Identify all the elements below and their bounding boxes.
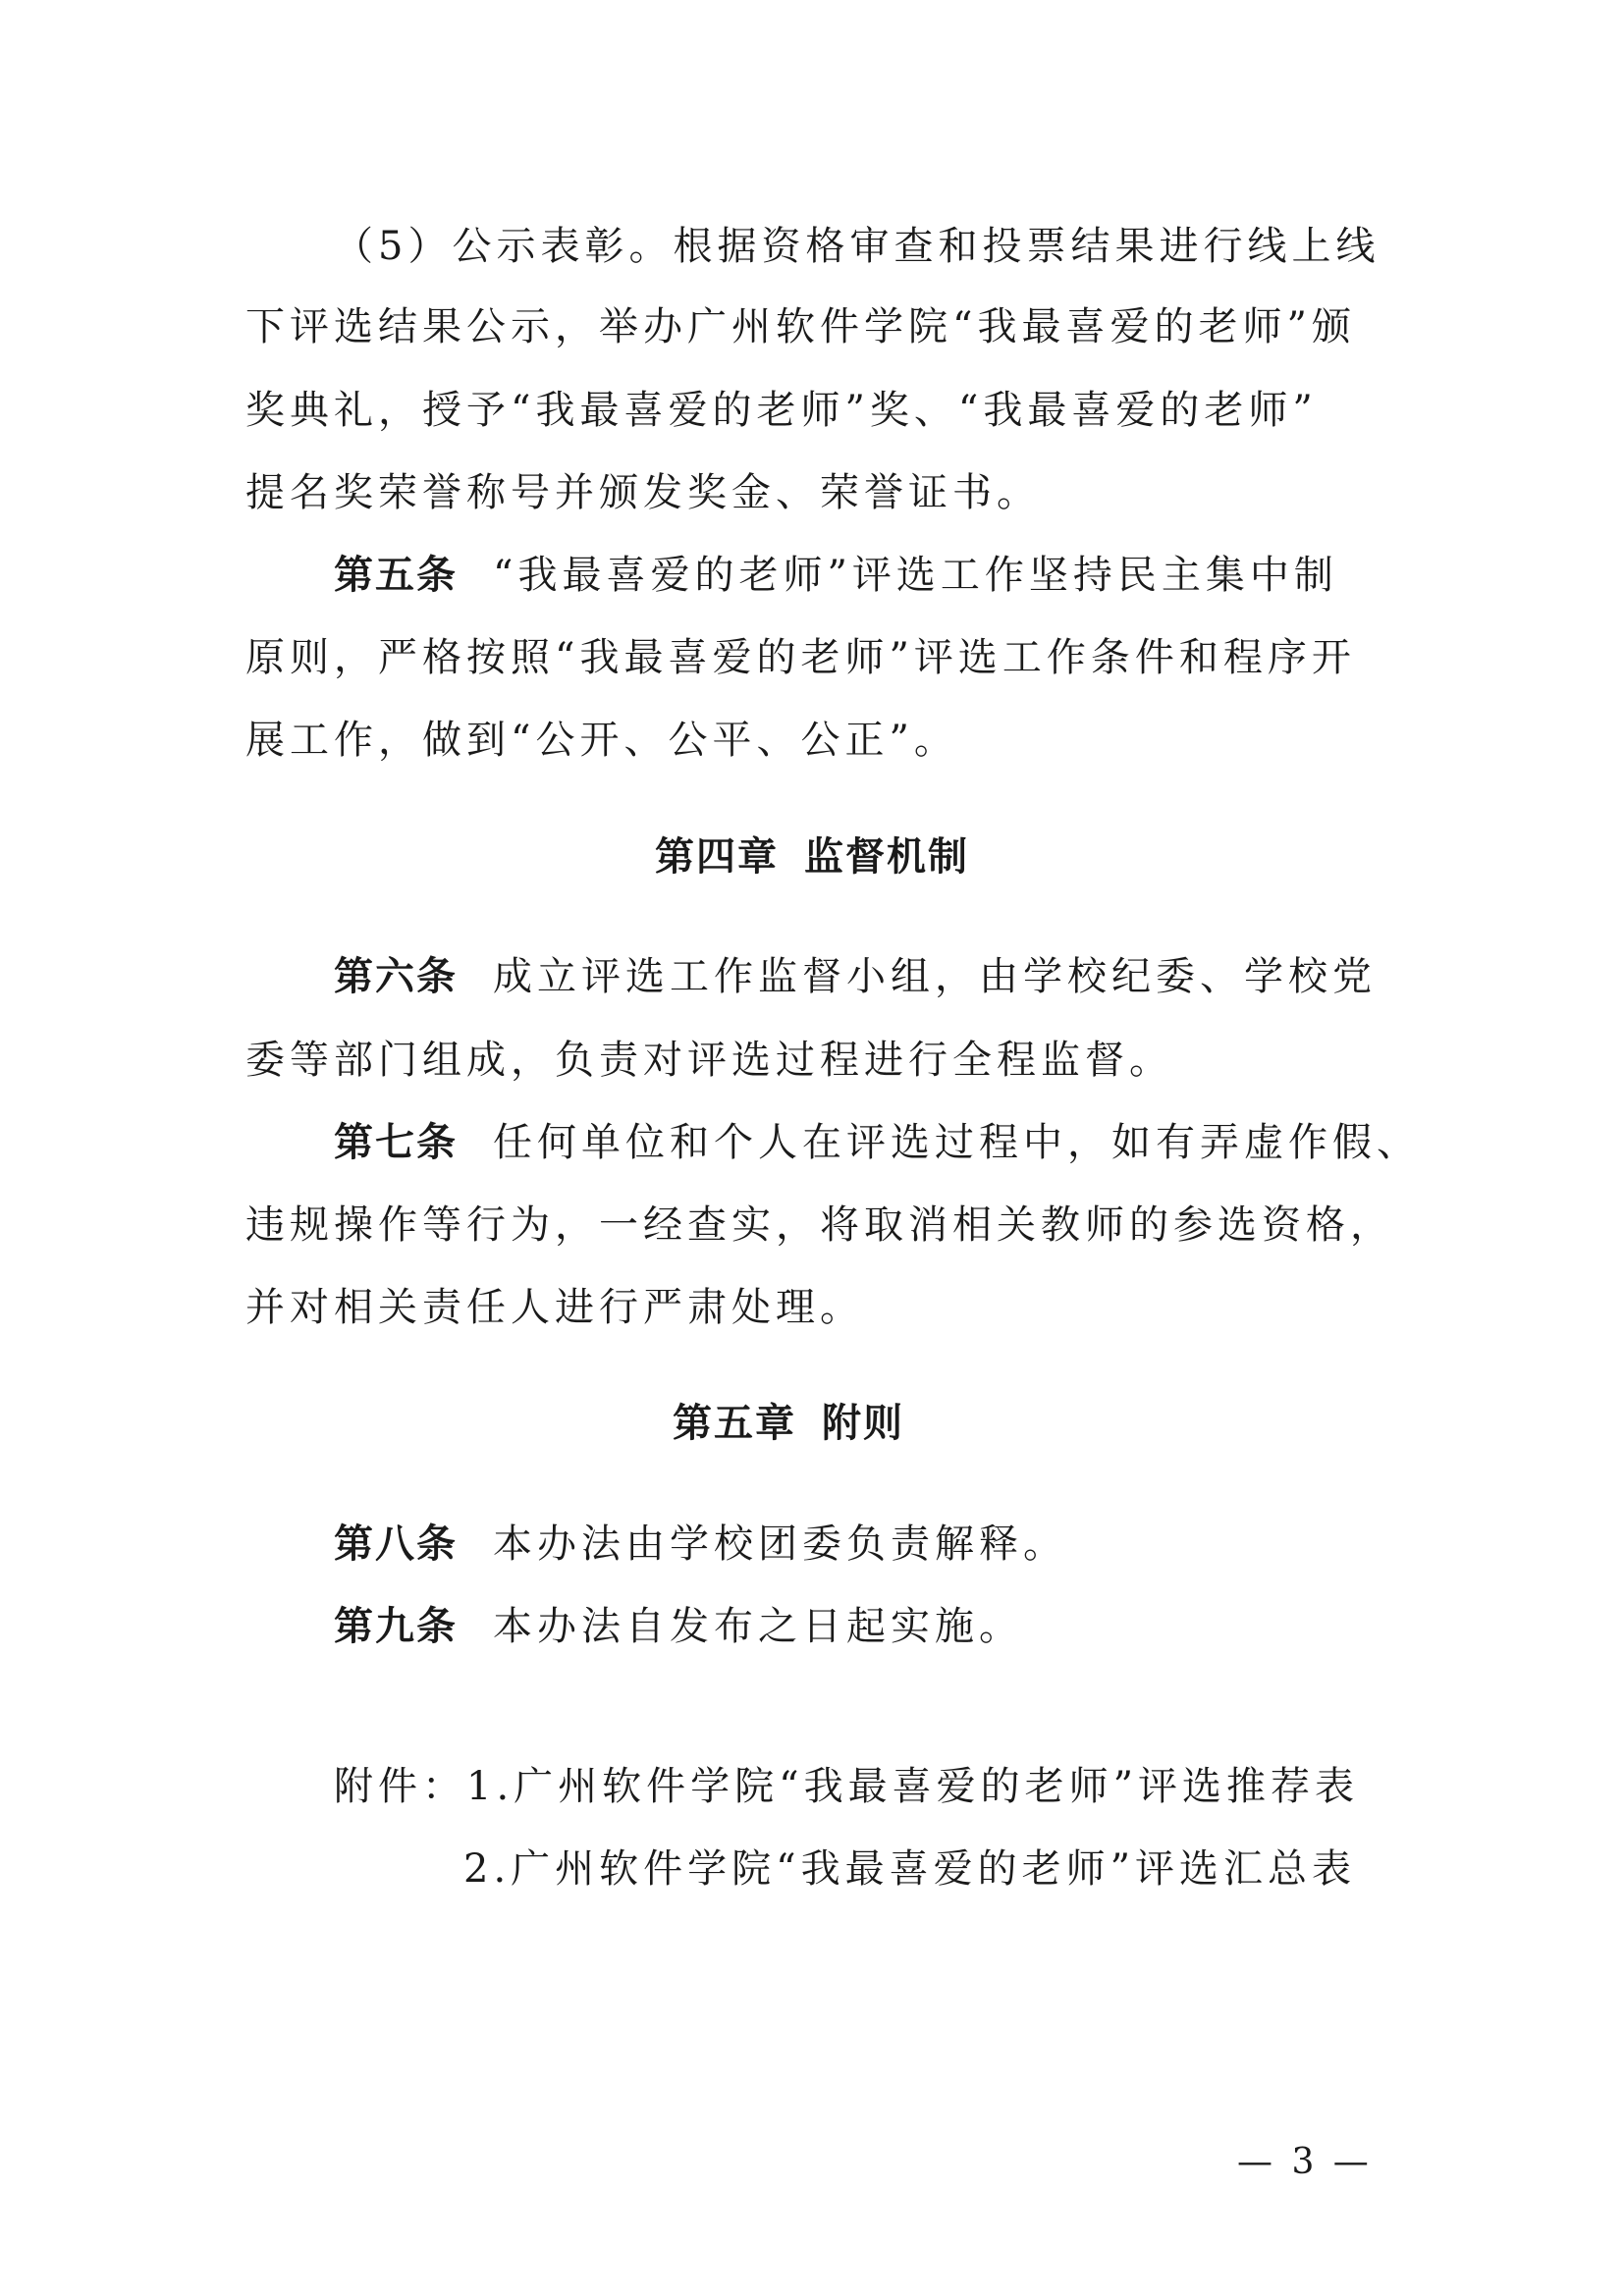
article-9-label: 第九条	[334, 1604, 458, 1649]
attachments-line-2: 2.广州软件学院“我最喜爱的老师”评选汇总表	[463, 1846, 1357, 1892]
article-5-line-3: 展工作，做到“公开、公平、公正”。	[245, 718, 958, 763]
chapter-5-number: 第五章	[673, 1401, 796, 1446]
chapter-4-number: 第四章	[655, 834, 779, 880]
paragraph-5-line-3: 奖典礼，授予“我最喜爱的老师”奖、“我最喜爱的老师”	[245, 388, 1318, 433]
article-5-text: “我最喜爱的老师”评选工作坚持民主集中制	[493, 553, 1338, 598]
article-6-line-2: 委等部门组成，负责对评选过程进行全程监督。	[245, 1038, 1173, 1083]
chapter-5-title: 附则	[822, 1401, 904, 1446]
paragraph-5-line-1: （5）公示表彰。根据资格审查和投票结果进行线上线	[334, 224, 1380, 269]
attachments-label: 附件：	[334, 1764, 466, 1809]
article-7-label: 第七条	[334, 1120, 458, 1165]
article-5-line-2: 原则，严格按照“我最喜爱的老师”评选工作条件和程序开	[245, 635, 1356, 680]
article-6-line-1	[334, 949, 1377, 1004]
chapter-4-heading	[0, 829, 1624, 884]
page-number: — 3 —	[1237, 2142, 1373, 2182]
article-8-label: 第八条	[334, 1522, 458, 1567]
article-8-line	[334, 1517, 1067, 1572]
paragraph-5-line-2: 下评选结果公示，举办广州软件学院“我最喜爱的老师”颁	[245, 304, 1356, 349]
article-7-line-3: 并对相关责任人进行严肃处理。	[245, 1285, 864, 1330]
article-6-label: 第六条	[334, 954, 458, 999]
attachments-line-1	[334, 1759, 1359, 1814]
article-5-line-1	[334, 548, 1338, 603]
article-7-line-2: 违规操作等行为，一经查实，将取消相关教师的参选资格，	[245, 1202, 1394, 1248]
attachment-item-1: 1.广州软件学院“我最喜爱的老师”评选推荐表	[466, 1764, 1360, 1809]
article-9-text: 本办法自发布之日起实施。	[493, 1604, 1023, 1649]
article-6-text: 成立评选工作监督小组，由学校纪委、学校党	[493, 954, 1377, 999]
article-7-line-1	[334, 1115, 1421, 1170]
article-7-text: 任何单位和个人在评选过程中，如有弄虚作假、	[493, 1120, 1421, 1165]
paragraph-5-line-4: 提名奖荣誉称号并颁发奖金、荣誉证书。	[245, 470, 1041, 515]
article-9-line	[334, 1599, 1023, 1654]
article-8-text: 本办法由学校团委负责解释。	[493, 1522, 1067, 1567]
article-5-label: 第五条	[334, 553, 458, 598]
chapter-4-title: 监督机制	[804, 834, 969, 880]
chapter-5-heading	[0, 1396, 1600, 1451]
